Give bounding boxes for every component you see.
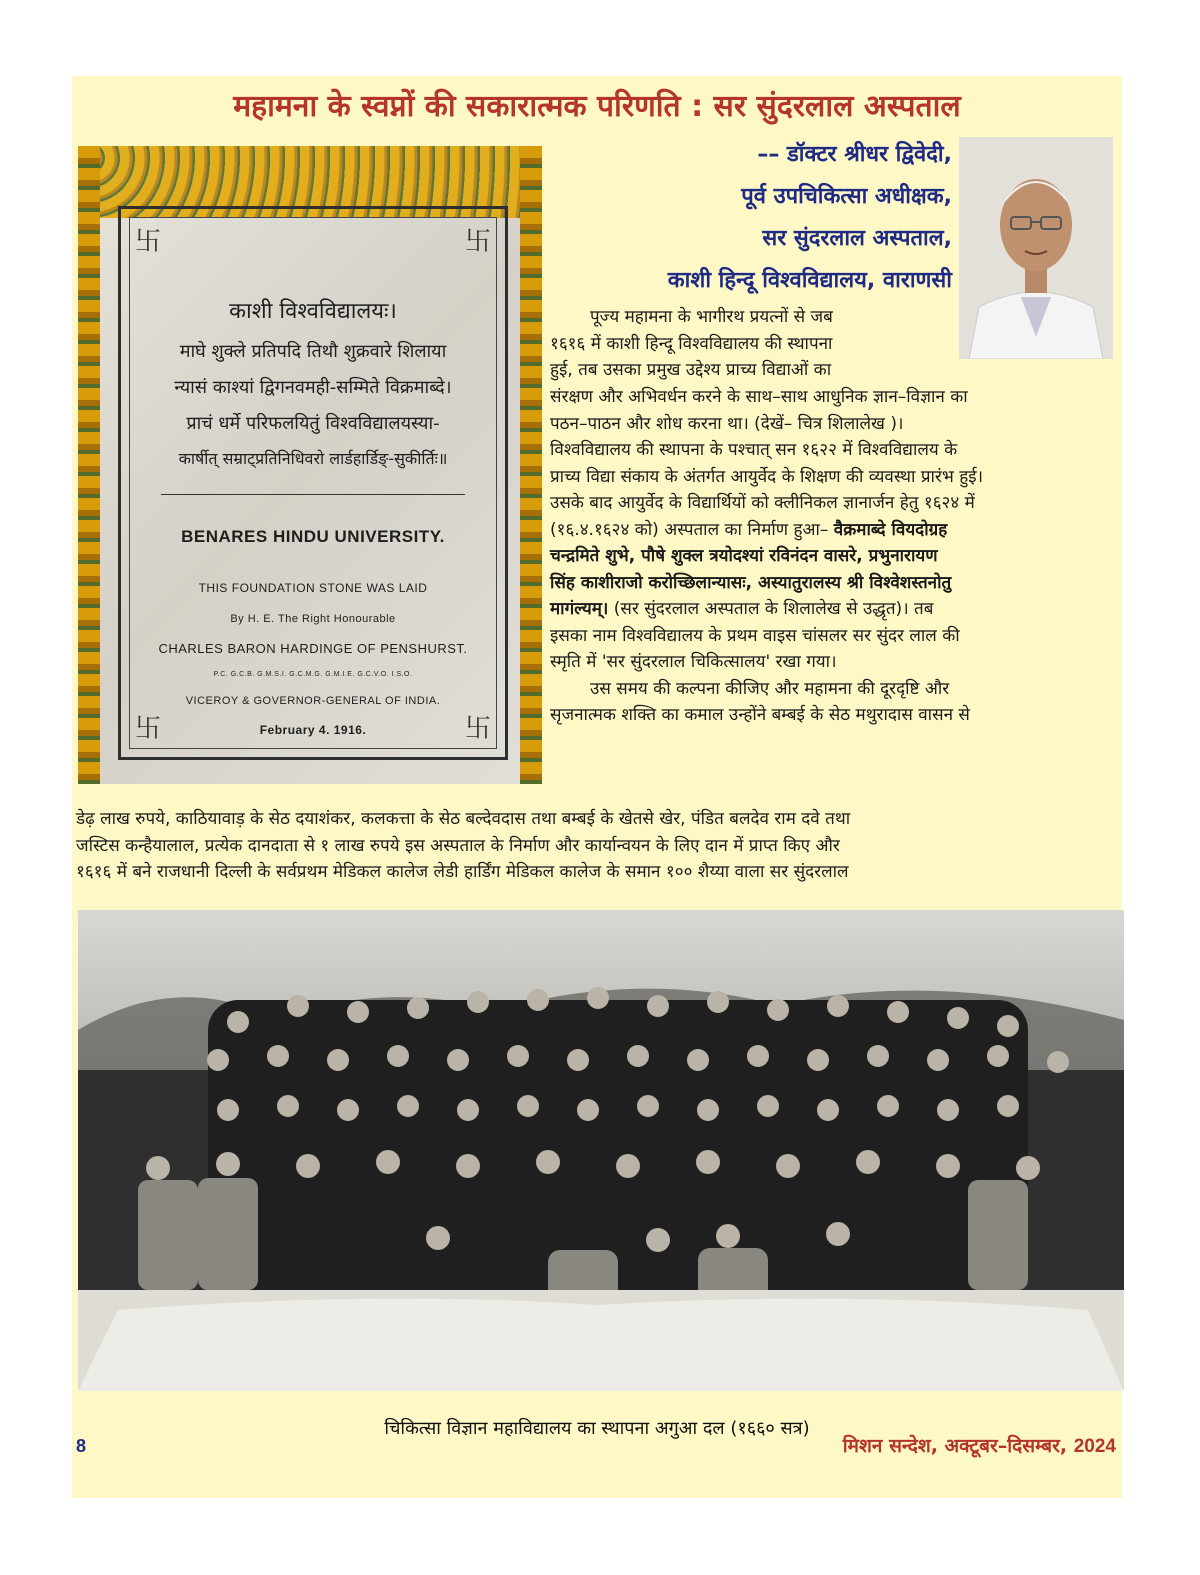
group-photo [78,910,1124,1391]
article-line: १६१६ में बने राजधानी दिल्ली के सर्वप्रथम मेडिकल कालेज लेडी हार्डिंग मेडिकल कालेज के समान १०० शैय्या वाला सर सुंदरलाल [76,862,849,882]
plaque-date: February 4. 1916. [259,723,367,737]
article-line: पठन–पाठन और शोध करना था। (देखें– चित्र शिलालेख )। [550,413,904,434]
plaque-honours: P.C. G.C.B. G.M.S.I. G.C.M.G. G.M.I.E. G.C.V.O. I.S.O. [213,671,413,678]
stone-tablet [118,206,508,760]
group-photo-drawing [78,910,1124,1391]
article-line: डेढ़ लाख रुपये, काठियावाड़ के सेठ दयाशंकर, कलकत्ता के सेठ बल्देवदास तथा बम्बई के खेतसे खेर, पंडित बलदेव राम दवे तथा [76,809,851,829]
photo-caption: चिकित्सा विज्ञान महाविद्यालय का स्थापना अगुआ दल (१६६० सत्र) [384,1418,810,1439]
swastika-icon: 卐 [135,714,162,744]
author-portrait [959,137,1113,359]
inscription-quote: चन्द्रमिते शुभे, पौषे शुक्ल त्रयोदश्यां रविनंदन वासरे, प्रभुनारायण [550,546,938,566]
flower-garland-left [78,146,100,784]
source-note: (सर सुंदरलाल अस्पताल के शिलालेख से उद्धृत)। तब [613,599,934,619]
plaque-line: प्राचं धर्मे परिफलयितुं विश्वविद्यालयस्या- [186,413,440,434]
inscription-quote: मागंल्यम्। [550,599,609,619]
issue-year: 2024 [1073,1436,1116,1457]
page-title: महामना के स्वप्नों की सकारात्मक परिणति : सर सुंदरलाल अस्पताल [233,89,961,124]
plaque-line: न्यासं काश्यां द्विगनवमही-सम्मिते विक्रमाब्दे। [174,377,452,398]
article-line [550,570,1118,597]
article-paragraph-1b [550,384,1118,729]
plaque-line: कार्षीत् सम्राट्प्रतिनिधिवरो लार्डहार्डिङ्-सुकीर्तिः॥ [178,449,448,468]
inscription-quote: वैक्रमाब्दे वियदोग्रह [833,519,948,540]
article-line: विश्वविद्यालय की स्थापना के पश्चात् सन १६२२ में विश्वविद्यालय के [550,440,958,460]
article-text: (१६.४.१६२४ को) अस्पताल का निर्माण हुआ– [550,519,829,540]
inscription-quote: सिंह काशीराजो करोच्छिलान्यासः, अस्यातुरालस्य श्री विश्वेशस्तनोतु [550,572,952,593]
article-line: जस्टिस कन्हैयालाल, प्रत्येक दानदाता से १ लाख रुपये इस अस्पताल के निर्माण और कार्यान्वयन के लिए दान में प्राप्त किए और [76,835,840,856]
swastika-icon: 卐 [464,227,491,257]
swastika-icon: 卐 [135,227,162,257]
author-designation: पूर्व उपचिकित्सा अधीक्षक, [741,184,952,209]
foundation-stone-photo [78,146,542,784]
flower-garland-right [520,146,542,784]
plaque-heading: काशी विश्वविद्यालयः। [229,299,397,324]
magazine-name: मिशन सन्देश, [842,1435,939,1457]
plaque-office: VICEROY & GOVERNOR-GENERAL OF INDIA. [185,695,441,707]
article-paragraph-2 [76,806,1120,886]
plaque-university: BENARES HINDU UNIVERSITY. [181,527,445,546]
article-line: संरक्षण और अभिवर्धन करने के साथ–साथ आधुनिक ज्ञान–विज्ञान का [550,387,968,407]
plaque-name: CHARLES BARON HARDINGE OF PENSHURST. [158,641,468,656]
article-line: इसका नाम विश्वविद्यालय के प्रथम वाइस चांसलर सर सुंदर लाल की [550,625,960,646]
author-university: काशी हिन्दू विश्वविद्यालय, वाराणसी [667,268,952,293]
article-line [550,543,1118,570]
author-hospital: सर सुंदरलाल अस्पताल, [762,226,952,251]
article-line: सृजनात्मक शक्ति का कमाल उन्होंने बम्बई के सेठ मथुरादास वासन से [550,705,970,725]
article-line: पूज्य महामना के भागीरथ प्रयत्नों से जब [590,307,833,327]
article-line: स्मृति में 'सर सुंदरलाल चिकित्सालय' रखा गया। [550,652,837,672]
author-name: –– डॉक्टर श्रीधर द्विवेदी, [757,142,952,167]
plaque-by: By H. E. The Right Honourable [230,613,396,625]
issue-period: अक्टूबर–दिसम्बर, [944,1435,1068,1457]
article-paragraph-1a [550,304,954,384]
magazine-page [72,76,1122,1498]
article-line: उस समय की कल्पना कीजिए और महामना की दूरदृष्टि और [590,678,950,699]
magazine-footer [843,1432,1116,1458]
plaque-line: माघे शुक्ले प्रतिपदि तिथौ शुक्रवारे शिलाया [179,341,447,362]
article-line: प्राच्य विद्या संकाय के अंतर्गत आयुर्वेद के शिक्षण की व्यवस्था प्रारंभ हुई। [550,466,984,487]
article-line [550,596,1118,623]
page-number: 8 [76,1436,87,1456]
swastika-icon: 卐 [464,714,491,744]
plaque-stone-text: THIS FOUNDATION STONE WAS LAID [198,581,428,595]
article-line: उसके बाद आयुर्वेद के विद्यार्थियों को क्लीनिकल ज्ञानार्जन हेतु १६२४ में [550,493,975,513]
article-line [550,517,1118,544]
article-line: हुई, तब उसका प्रमुख उद्देश्य प्राच्य विद्याओं का [550,360,832,380]
article-line: १६१६ में काशी हिन्दू विश्वविद्यालय की स्थापना [550,333,833,354]
author-portrait-drawing [959,137,1113,359]
plaque-divider [161,494,465,495]
